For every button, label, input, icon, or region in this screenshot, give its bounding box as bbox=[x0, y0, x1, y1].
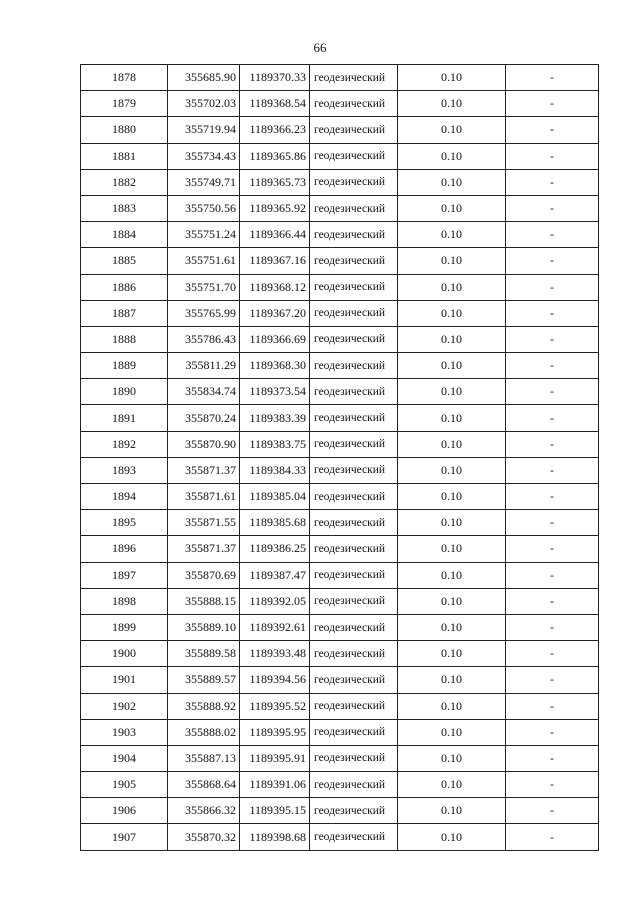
accuracy-cell: 0.10 bbox=[398, 117, 506, 143]
coordinate-x-cell: 355702.03 bbox=[168, 91, 240, 117]
point-number-cell: 1878 bbox=[81, 65, 168, 91]
note-cell: - bbox=[506, 798, 599, 824]
coordinate-y-cell: 1189367.20 bbox=[240, 300, 310, 326]
method-cell: геодезический bbox=[310, 772, 398, 798]
coordinate-y-cell: 1189392.05 bbox=[240, 588, 310, 614]
coordinate-x-cell: 355750.56 bbox=[168, 195, 240, 221]
accuracy-cell: 0.10 bbox=[398, 484, 506, 510]
accuracy-cell: 0.10 bbox=[398, 641, 506, 667]
accuracy-cell: 0.10 bbox=[398, 719, 506, 745]
point-number-cell: 1892 bbox=[81, 431, 168, 457]
coordinate-y-cell: 1189373.54 bbox=[240, 379, 310, 405]
note-cell: - bbox=[506, 772, 599, 798]
coordinate-y-cell: 1189365.73 bbox=[240, 169, 310, 195]
accuracy-cell: 0.10 bbox=[398, 772, 506, 798]
accuracy-cell: 0.10 bbox=[398, 614, 506, 640]
note-cell: - bbox=[506, 91, 599, 117]
table-row bbox=[81, 641, 599, 667]
note-cell: - bbox=[506, 65, 599, 91]
point-number-cell: 1888 bbox=[81, 326, 168, 352]
coordinates-table bbox=[80, 64, 599, 851]
accuracy-cell: 0.10 bbox=[398, 143, 506, 169]
coordinate-x-cell: 355811.29 bbox=[168, 353, 240, 379]
coordinate-y-cell: 1189368.30 bbox=[240, 353, 310, 379]
point-number-cell: 1897 bbox=[81, 562, 168, 588]
method-cell: геодезический bbox=[310, 169, 398, 195]
coordinate-y-cell: 1189391.06 bbox=[240, 772, 310, 798]
coordinate-x-cell: 355870.69 bbox=[168, 562, 240, 588]
point-number-cell: 1896 bbox=[81, 536, 168, 562]
coordinate-y-cell: 1189365.92 bbox=[240, 195, 310, 221]
method-cell: геодезический bbox=[310, 798, 398, 824]
accuracy-cell: 0.10 bbox=[398, 65, 506, 91]
coordinate-y-cell: 1189392.61 bbox=[240, 614, 310, 640]
coordinate-y-cell: 1189386.25 bbox=[240, 536, 310, 562]
coordinate-y-cell: 1189395.95 bbox=[240, 719, 310, 745]
table-row bbox=[81, 484, 599, 510]
note-cell: - bbox=[506, 457, 599, 483]
coordinate-x-cell: 355871.37 bbox=[168, 457, 240, 483]
accuracy-cell: 0.10 bbox=[398, 326, 506, 352]
accuracy-cell: 0.10 bbox=[398, 169, 506, 195]
table-row bbox=[81, 772, 599, 798]
coordinate-x-cell: 355870.24 bbox=[168, 405, 240, 431]
coordinate-x-cell: 355870.90 bbox=[168, 431, 240, 457]
table-row bbox=[81, 379, 599, 405]
accuracy-cell: 0.10 bbox=[398, 667, 506, 693]
table-row bbox=[81, 745, 599, 771]
table-row bbox=[81, 274, 599, 300]
table-row bbox=[81, 588, 599, 614]
table-row bbox=[81, 248, 599, 274]
accuracy-cell: 0.10 bbox=[398, 195, 506, 221]
coordinates-table-body bbox=[81, 65, 599, 851]
accuracy-cell: 0.10 bbox=[398, 274, 506, 300]
coordinate-x-cell: 355751.70 bbox=[168, 274, 240, 300]
method-cell: геодезический bbox=[310, 588, 398, 614]
point-number-cell: 1890 bbox=[81, 379, 168, 405]
table-row bbox=[81, 824, 599, 850]
point-number-cell: 1895 bbox=[81, 510, 168, 536]
point-number-cell: 1904 bbox=[81, 745, 168, 771]
method-cell: геодезический bbox=[310, 562, 398, 588]
method-cell: геодезический bbox=[310, 719, 398, 745]
coordinate-y-cell: 1189385.68 bbox=[240, 510, 310, 536]
note-cell: - bbox=[506, 693, 599, 719]
method-cell: геодезический bbox=[310, 641, 398, 667]
method-cell: геодезический bbox=[310, 91, 398, 117]
coordinate-y-cell: 1189393.48 bbox=[240, 641, 310, 667]
point-number-cell: 1882 bbox=[81, 169, 168, 195]
table-row bbox=[81, 614, 599, 640]
note-cell: - bbox=[506, 431, 599, 457]
table-row bbox=[81, 222, 599, 248]
note-cell: - bbox=[506, 719, 599, 745]
accuracy-cell: 0.10 bbox=[398, 379, 506, 405]
note-cell: - bbox=[506, 614, 599, 640]
note-cell: - bbox=[506, 588, 599, 614]
coordinate-x-cell: 355871.37 bbox=[168, 536, 240, 562]
point-number-cell: 1906 bbox=[81, 798, 168, 824]
method-cell: геодезический bbox=[310, 248, 398, 274]
coordinate-y-cell: 1189368.12 bbox=[240, 274, 310, 300]
method-cell: геодезический bbox=[310, 300, 398, 326]
coordinate-x-cell: 355871.61 bbox=[168, 484, 240, 510]
table-row bbox=[81, 91, 599, 117]
coordinate-x-cell: 355870.32 bbox=[168, 824, 240, 850]
method-cell: геодезический bbox=[310, 405, 398, 431]
table-row bbox=[81, 536, 599, 562]
coordinate-x-cell: 355888.15 bbox=[168, 588, 240, 614]
note-cell: - bbox=[506, 536, 599, 562]
note-cell: - bbox=[506, 222, 599, 248]
accuracy-cell: 0.10 bbox=[398, 405, 506, 431]
method-cell: геодезический bbox=[310, 117, 398, 143]
coordinate-x-cell: 355868.64 bbox=[168, 772, 240, 798]
point-number-cell: 1887 bbox=[81, 300, 168, 326]
coordinate-x-cell: 355834.74 bbox=[168, 379, 240, 405]
method-cell: геодезический bbox=[310, 326, 398, 352]
accuracy-cell: 0.10 bbox=[398, 353, 506, 379]
method-cell: геодезический bbox=[310, 824, 398, 850]
table-row bbox=[81, 143, 599, 169]
method-cell: геодезический bbox=[310, 614, 398, 640]
point-number-cell: 1900 bbox=[81, 641, 168, 667]
method-cell: геодезический bbox=[310, 457, 398, 483]
coordinate-x-cell: 355866.32 bbox=[168, 798, 240, 824]
table-row bbox=[81, 195, 599, 221]
coordinate-x-cell: 355734.43 bbox=[168, 143, 240, 169]
coordinate-y-cell: 1189367.16 bbox=[240, 248, 310, 274]
note-cell: - bbox=[506, 274, 599, 300]
method-cell: геодезический bbox=[310, 536, 398, 562]
method-cell: геодезический bbox=[310, 510, 398, 536]
method-cell: геодезический bbox=[310, 143, 398, 169]
coordinate-x-cell: 355888.02 bbox=[168, 719, 240, 745]
point-number-cell: 1880 bbox=[81, 117, 168, 143]
coordinate-y-cell: 1189383.75 bbox=[240, 431, 310, 457]
accuracy-cell: 0.10 bbox=[398, 510, 506, 536]
coordinate-x-cell: 355871.55 bbox=[168, 510, 240, 536]
coordinate-x-cell: 355749.71 bbox=[168, 169, 240, 195]
point-number-cell: 1879 bbox=[81, 91, 168, 117]
point-number-cell: 1905 bbox=[81, 772, 168, 798]
coordinate-y-cell: 1189368.54 bbox=[240, 91, 310, 117]
coordinate-y-cell: 1189366.69 bbox=[240, 326, 310, 352]
note-cell: - bbox=[506, 510, 599, 536]
accuracy-cell: 0.10 bbox=[398, 798, 506, 824]
point-number-cell: 1889 bbox=[81, 353, 168, 379]
note-cell: - bbox=[506, 143, 599, 169]
coordinate-x-cell: 355888.92 bbox=[168, 693, 240, 719]
point-number-cell: 1907 bbox=[81, 824, 168, 850]
accuracy-cell: 0.10 bbox=[398, 745, 506, 771]
point-number-cell: 1884 bbox=[81, 222, 168, 248]
coordinate-x-cell: 355786.43 bbox=[168, 326, 240, 352]
accuracy-cell: 0.10 bbox=[398, 300, 506, 326]
note-cell: - bbox=[506, 248, 599, 274]
coordinate-y-cell: 1189385.04 bbox=[240, 484, 310, 510]
point-number-cell: 1894 bbox=[81, 484, 168, 510]
method-cell: геодезический bbox=[310, 195, 398, 221]
coordinate-x-cell: 355887.13 bbox=[168, 745, 240, 771]
note-cell: - bbox=[506, 667, 599, 693]
coordinate-x-cell: 355751.61 bbox=[168, 248, 240, 274]
table-row bbox=[81, 326, 599, 352]
point-number-cell: 1885 bbox=[81, 248, 168, 274]
page-number: 66 bbox=[313, 40, 327, 55]
accuracy-cell: 0.10 bbox=[398, 91, 506, 117]
point-number-cell: 1891 bbox=[81, 405, 168, 431]
table-row bbox=[81, 300, 599, 326]
note-cell: - bbox=[506, 326, 599, 352]
point-number-cell: 1893 bbox=[81, 457, 168, 483]
method-cell: геодезический bbox=[310, 274, 398, 300]
coordinate-y-cell: 1189395.52 bbox=[240, 693, 310, 719]
note-cell: - bbox=[506, 117, 599, 143]
coordinate-x-cell: 355765.99 bbox=[168, 300, 240, 326]
point-number-cell: 1902 bbox=[81, 693, 168, 719]
accuracy-cell: 0.10 bbox=[398, 588, 506, 614]
note-cell: - bbox=[506, 484, 599, 510]
coordinate-y-cell: 1189395.91 bbox=[240, 745, 310, 771]
coordinate-y-cell: 1189366.44 bbox=[240, 222, 310, 248]
note-cell: - bbox=[506, 169, 599, 195]
method-cell: геодезический bbox=[310, 65, 398, 91]
method-cell: геодезический bbox=[310, 222, 398, 248]
point-number-cell: 1901 bbox=[81, 667, 168, 693]
coordinate-x-cell: 355889.10 bbox=[168, 614, 240, 640]
table-row bbox=[81, 405, 599, 431]
coordinate-y-cell: 1189365.86 bbox=[240, 143, 310, 169]
table-row bbox=[81, 457, 599, 483]
coordinate-x-cell: 355719.94 bbox=[168, 117, 240, 143]
note-cell: - bbox=[506, 641, 599, 667]
method-cell: геодезический bbox=[310, 693, 398, 719]
point-number-cell: 1903 bbox=[81, 719, 168, 745]
method-cell: геодезический bbox=[310, 745, 398, 771]
method-cell: геодезический bbox=[310, 353, 398, 379]
coordinate-x-cell: 355889.58 bbox=[168, 641, 240, 667]
accuracy-cell: 0.10 bbox=[398, 248, 506, 274]
table-row bbox=[81, 667, 599, 693]
coordinate-y-cell: 1189384.33 bbox=[240, 457, 310, 483]
point-number-cell: 1899 bbox=[81, 614, 168, 640]
point-number-cell: 1898 bbox=[81, 588, 168, 614]
method-cell: геодезический bbox=[310, 484, 398, 510]
accuracy-cell: 0.10 bbox=[398, 536, 506, 562]
note-cell: - bbox=[506, 824, 599, 850]
table-row bbox=[81, 65, 599, 91]
coordinate-y-cell: 1189398.68 bbox=[240, 824, 310, 850]
coordinate-y-cell: 1189383.39 bbox=[240, 405, 310, 431]
note-cell: - bbox=[506, 405, 599, 431]
table-row bbox=[81, 353, 599, 379]
point-number-cell: 1886 bbox=[81, 274, 168, 300]
accuracy-cell: 0.10 bbox=[398, 222, 506, 248]
accuracy-cell: 0.10 bbox=[398, 431, 506, 457]
accuracy-cell: 0.10 bbox=[398, 457, 506, 483]
method-cell: геодезический bbox=[310, 667, 398, 693]
table-row bbox=[81, 693, 599, 719]
coordinate-y-cell: 1189395.15 bbox=[240, 798, 310, 824]
accuracy-cell: 0.10 bbox=[398, 693, 506, 719]
table-row bbox=[81, 169, 599, 195]
coordinate-x-cell: 355685.90 bbox=[168, 65, 240, 91]
coordinate-y-cell: 1189366.23 bbox=[240, 117, 310, 143]
method-cell: геодезический bbox=[310, 379, 398, 405]
table-row bbox=[81, 562, 599, 588]
note-cell: - bbox=[506, 195, 599, 221]
table-row bbox=[81, 719, 599, 745]
note-cell: - bbox=[506, 379, 599, 405]
coordinate-x-cell: 355751.24 bbox=[168, 222, 240, 248]
point-number-cell: 1881 bbox=[81, 143, 168, 169]
point-number-cell: 1883 bbox=[81, 195, 168, 221]
note-cell: - bbox=[506, 745, 599, 771]
note-cell: - bbox=[506, 300, 599, 326]
method-cell: геодезический bbox=[310, 431, 398, 457]
table-row bbox=[81, 510, 599, 536]
table-row bbox=[81, 117, 599, 143]
coordinate-y-cell: 1189387.47 bbox=[240, 562, 310, 588]
accuracy-cell: 0.10 bbox=[398, 824, 506, 850]
coordinate-y-cell: 1189370.33 bbox=[240, 65, 310, 91]
coordinate-y-cell: 1189394.56 bbox=[240, 667, 310, 693]
note-cell: - bbox=[506, 562, 599, 588]
coordinate-x-cell: 355889.57 bbox=[168, 667, 240, 693]
table-row bbox=[81, 431, 599, 457]
table-row bbox=[81, 798, 599, 824]
accuracy-cell: 0.10 bbox=[398, 562, 506, 588]
note-cell: - bbox=[506, 353, 599, 379]
